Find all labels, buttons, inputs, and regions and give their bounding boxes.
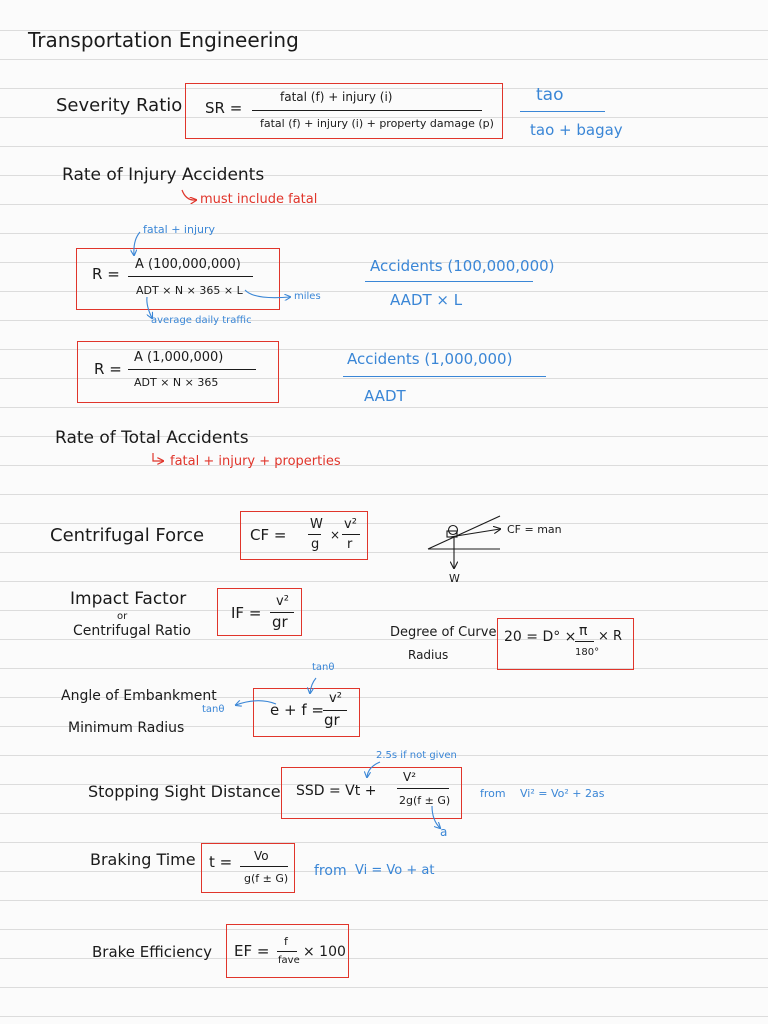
centrifugal-lhs: CF =	[250, 526, 287, 544]
curve-label: Degree of Curve	[390, 625, 497, 640]
brake-eff-tail: × 100	[303, 944, 346, 960]
braking-denominator: g(f ± G)	[244, 872, 289, 885]
injury-f2-lhs: R =	[94, 360, 122, 378]
curve-label-2: Radius	[408, 648, 449, 662]
total-rate-label: Rate of Total Accidents	[55, 428, 249, 448]
centrifugal-v2: v²	[344, 517, 357, 532]
impact-numerator: v²	[276, 594, 289, 609]
centrifugal-times: ×	[330, 528, 341, 542]
fatal-injury-arrow	[134, 232, 140, 255]
impact-lhs: IF =	[231, 604, 262, 622]
injury-f1-side-denominator: AADT × L	[390, 291, 463, 309]
embank-denominator: gr	[324, 711, 340, 729]
braking-from: from	[314, 863, 347, 879]
severity-side-numerator: tao	[536, 85, 564, 105]
centrifugal-label: Centrifugal Force	[50, 525, 205, 546]
embank-numerator: v²	[329, 691, 342, 706]
ssd-note-t: 2.5s if not given	[376, 750, 457, 761]
injury-note-miles: miles	[294, 291, 321, 302]
injury-f1-denominator: ADT × N × 365 × L	[136, 284, 243, 297]
injury-rate-label: Rate of Injury Accidents	[62, 165, 265, 185]
curve-denominator: 180°	[575, 647, 600, 658]
embank-note-tan-top: tanθ	[312, 662, 335, 673]
ssd-from-eq: Vi² = Vo² + 2as	[520, 787, 605, 800]
injury-note-adt: average daily traffic	[151, 315, 252, 326]
severity-denominator: fatal (f) + injury (i) + property damage (p)	[260, 117, 494, 130]
centrifugal-diagram	[428, 516, 500, 568]
severity-lhs: SR =	[205, 99, 243, 117]
ssd-from: from	[480, 787, 506, 800]
page-title: Transportation Engineering	[28, 28, 299, 52]
severity-ratio-label: Severity Ratio	[56, 95, 183, 116]
properties-arrow	[153, 453, 163, 461]
brake-eff-label: Brake Efficiency	[92, 943, 213, 961]
embank-lhs: e + f =	[270, 701, 324, 719]
impact-denominator: gr	[272, 613, 288, 631]
injury-f2-side-numerator: Accidents (1,000,000)	[347, 350, 513, 368]
injury-f2-denominator: ADT × N × 365	[134, 376, 219, 389]
injury-note: must include fatal	[200, 192, 318, 207]
curve-tail: × R	[598, 629, 623, 644]
embank-label: Angle of Embankment	[61, 688, 217, 704]
tan-left-arrow	[236, 701, 276, 705]
brake-eff-numerator: f	[284, 935, 288, 948]
severity-side-denominator: tao + bagay	[530, 121, 623, 139]
braking-label: Braking Time	[90, 850, 196, 869]
braking-from-eq: Vi = Vo + at	[355, 863, 435, 878]
centrifugal-r: r	[347, 537, 353, 552]
centrifugal-diagram-cf: CF = man	[507, 523, 562, 536]
curve-pi: π	[579, 623, 588, 639]
ssd-t-arrow	[367, 762, 380, 777]
miles-arrow	[245, 290, 290, 298]
braking-lhs: t =	[209, 853, 233, 871]
ssd-lhs: SSD = Vt +	[296, 783, 377, 799]
severity-numerator: fatal (f) + injury (i)	[280, 90, 393, 104]
ssd-denominator: 2g(f ± G)	[399, 794, 451, 807]
embank-label-2: Minimum Radius	[68, 720, 185, 736]
centrifugal-diagram-w: W	[449, 572, 460, 585]
injury-f1-numerator: A (100,000,000)	[135, 257, 241, 272]
ssd-numerator: V²	[403, 770, 417, 784]
injury-f1-lhs: R =	[92, 265, 120, 283]
impact-or: or	[117, 611, 128, 622]
must-include-fatal-arrow	[182, 190, 196, 200]
injury-f2-side-denominator: AADT	[364, 387, 406, 405]
tan-top-arrow	[310, 678, 316, 693]
ssd-label: Stopping Sight Distance	[88, 782, 281, 801]
embank-note-tan-left: tanθ	[202, 704, 225, 715]
injury-f2-numerator: A (1,000,000)	[134, 350, 224, 365]
brake-eff-lhs: EF =	[234, 942, 270, 960]
ssd-a-arrow	[432, 806, 440, 828]
ssd-note-a: a	[440, 825, 448, 839]
brake-eff-denominator: fave	[278, 955, 300, 966]
centrifugal-w: W	[310, 517, 323, 532]
impact-label: Impact Factor	[70, 589, 187, 609]
centrifugal-g: g	[311, 537, 320, 552]
total-note: fatal + injury + properties	[170, 454, 341, 469]
adt-arrow	[147, 297, 152, 318]
injury-f1-side-numerator: Accidents (100,000,000)	[370, 257, 555, 275]
braking-numerator: Vo	[254, 849, 269, 863]
injury-note-a: fatal + injury	[143, 223, 216, 236]
curve-lhs: 20 = D° ×	[504, 629, 577, 645]
impact-label-2: Centrifugal Ratio	[73, 623, 191, 639]
